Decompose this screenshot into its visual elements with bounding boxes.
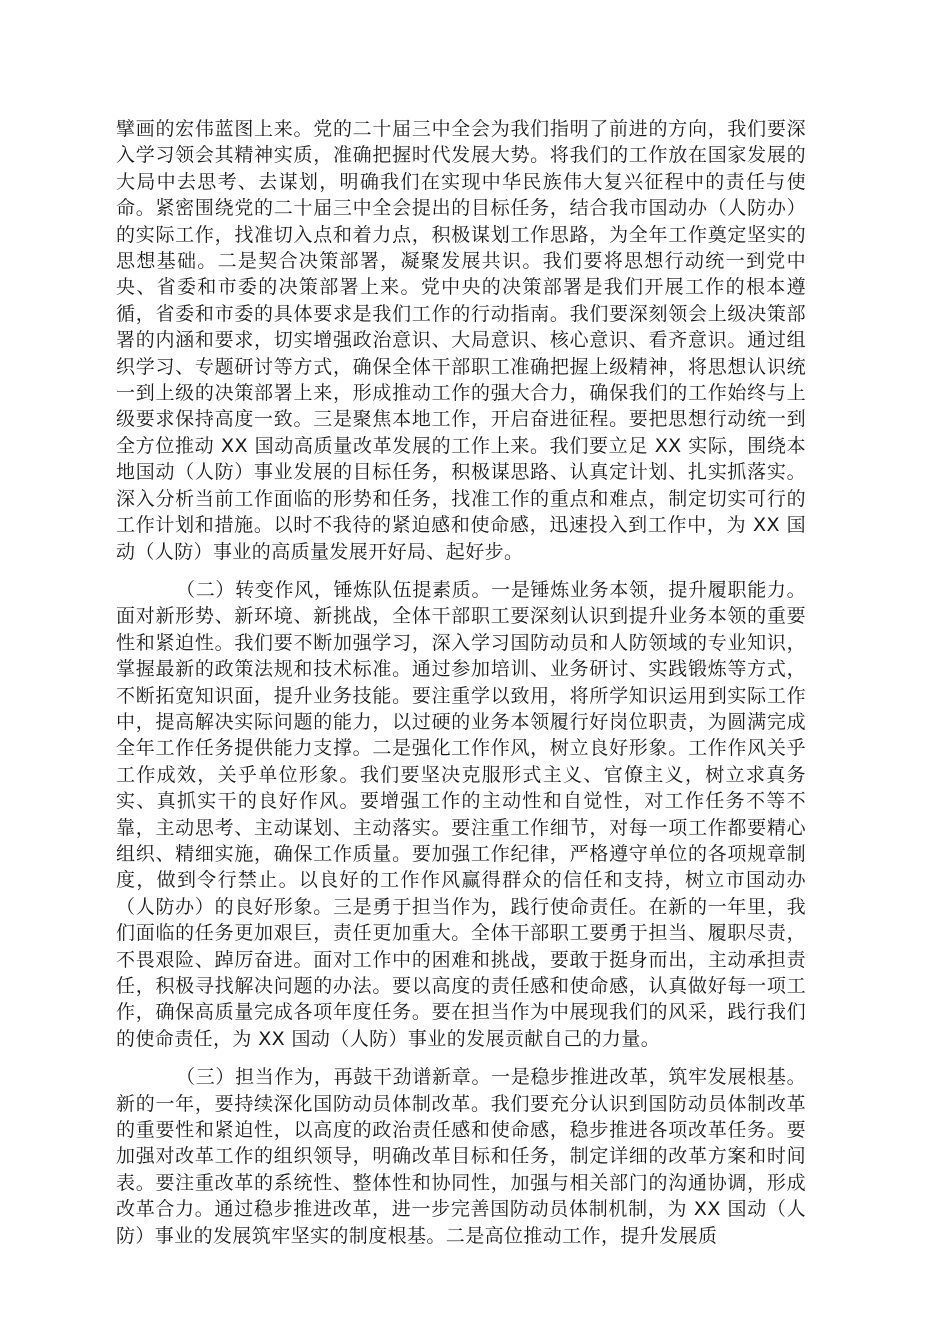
paragraph-2: （二）转变作风，锤炼队伍提素质。一是锤炼业务本领，提升履职能力。面对新形势、新环境、新挑战，全体干部职工要深刻认识到提升业务本领的重要性和紧迫性。我们要不断加强学习，深入学习国防动员和人防领域的专业知识，掌握最新的政策法规和技术标准。通过参加培训、业务研讨、实践锻炼等方式，不断拓宽知识面，提升业务技能。要注重学以致用，将所学知识运用到实际工作中，提高解决实际问题的能力，以过硬的业务本领履行好岗位职责，为圆满完成全年工作任务提供能力支撑。二是强化工作作风，树立良好形象。工作作风关乎工作成效，关乎单位形象。我们要坚决克服形式主义、官僚主义，树立求真务实、真抓实干的良好作风。要增强工作的主动性和自觉性，对工作任务不等不靠，主动思考、主动谋划、主动落实。要注重工作细节，对每一项工作都要精心组织、精细实施，确保工作质量。要加强工作纪律，严格遵守单位的各项规章制度，做到令行禁止。以良好的工作作风赢得群众的信任和支持，树立市国动办（人防办）的良好形象。三是勇于担当作为，践行使命责任。在新的一年里，我们面临的任务更加艰巨，责任更加重大。全体干部职工要勇于担当、履职尽责，不畏艰险、踔厉奋进。面对工作中的困难和挑战，要敢于挺身而出，主动承担责任，积极寻找解决问题的办法。要以高度的责任感和使命感，认真做好每一项工作，确保高质量完成各项年度任务。要在担当作为中展现我们的风采，践行我们的使命责任，为 XX 国动（人防）事业的发展贡献自己的力量。 [116, 578, 806, 1050]
document-page [116, 116, 806, 1249]
paragraph-1: 擘画的宏伟蓝图上来。党的二十届三中全会为我们指明了前进的方向，我们要深入学习领会其精神实质，准确把握时代发展大势。将我们的工作放在国家发展的大局中去思考、去谋划，明确我们在实现中华民族伟大复兴征程中的责任与使命。紧密围绕党的二十届三中全会提出的目标任务，结合我市国动办（人防办）的实际工作，找准切入点和着力点，积极谋划工作思路，为全年工作奠定坚实的思想基础。二是契合决策部署，凝聚发展共识。我们要将思想行动统一到党中央、省委和市委的决策部署上来。党中央的决策部署是我们开展工作的根本遵循，省委和市委的具体要求是我们工作的行动指南。我们要深刻领会上级决策部署的内涵和要求，切实增强政治意识、大局意识、核心意识、看齐意识。通过组织学习、专题研讨等方式，确保全体干部职工准确把握上级精神，将思想认识统一到上级的决策部署上来，形成推动工作的强大合力，确保我们的工作始终与上级要求保持高度一致。三是聚焦本地工作，开启奋进征程。要把思想行动统一到全方位推动 XX 国动高质量改革发展的工作上来。我们要立足 XX 实际，围绕本地国动（人防）事业发展的目标任务，积极谋思路、认真定计划、扎实抓落实。深入分析当前工作面临的形势和任务，找准工作的重点和难点，制定切实可行的工作计划和措施。以时不我待的紧迫感和使命感，迅速投入到工作中，为 XX 国动（人防）事业的高质量发展开好局、起好步。 [116, 118, 806, 563]
paragraph-3: （三）担当作为，再鼓干劲谱新章。一是稳步推进改革，筑牢发展根基。新的一年，要持续深化国防动员体制改革。我们要充分认识到国防动员体制改革的重要性和紧迫性，以高度的政治责任感和使命感，稳步推进各项改革任务。要加强对改革工作的组织领导，明确改革目标和任务，制定详细的改革方案和时间表。要注重改革的系统性、整体性和协同性，加强与相关部门的沟通协调，形成改革合力。通过稳步推进改革，进一步完善国防动员体制机制，为 XX 国动（人防）事业的发展筑牢坚实的制度根基。二是高位推动工作，提升发展质 [116, 1066, 806, 1247]
